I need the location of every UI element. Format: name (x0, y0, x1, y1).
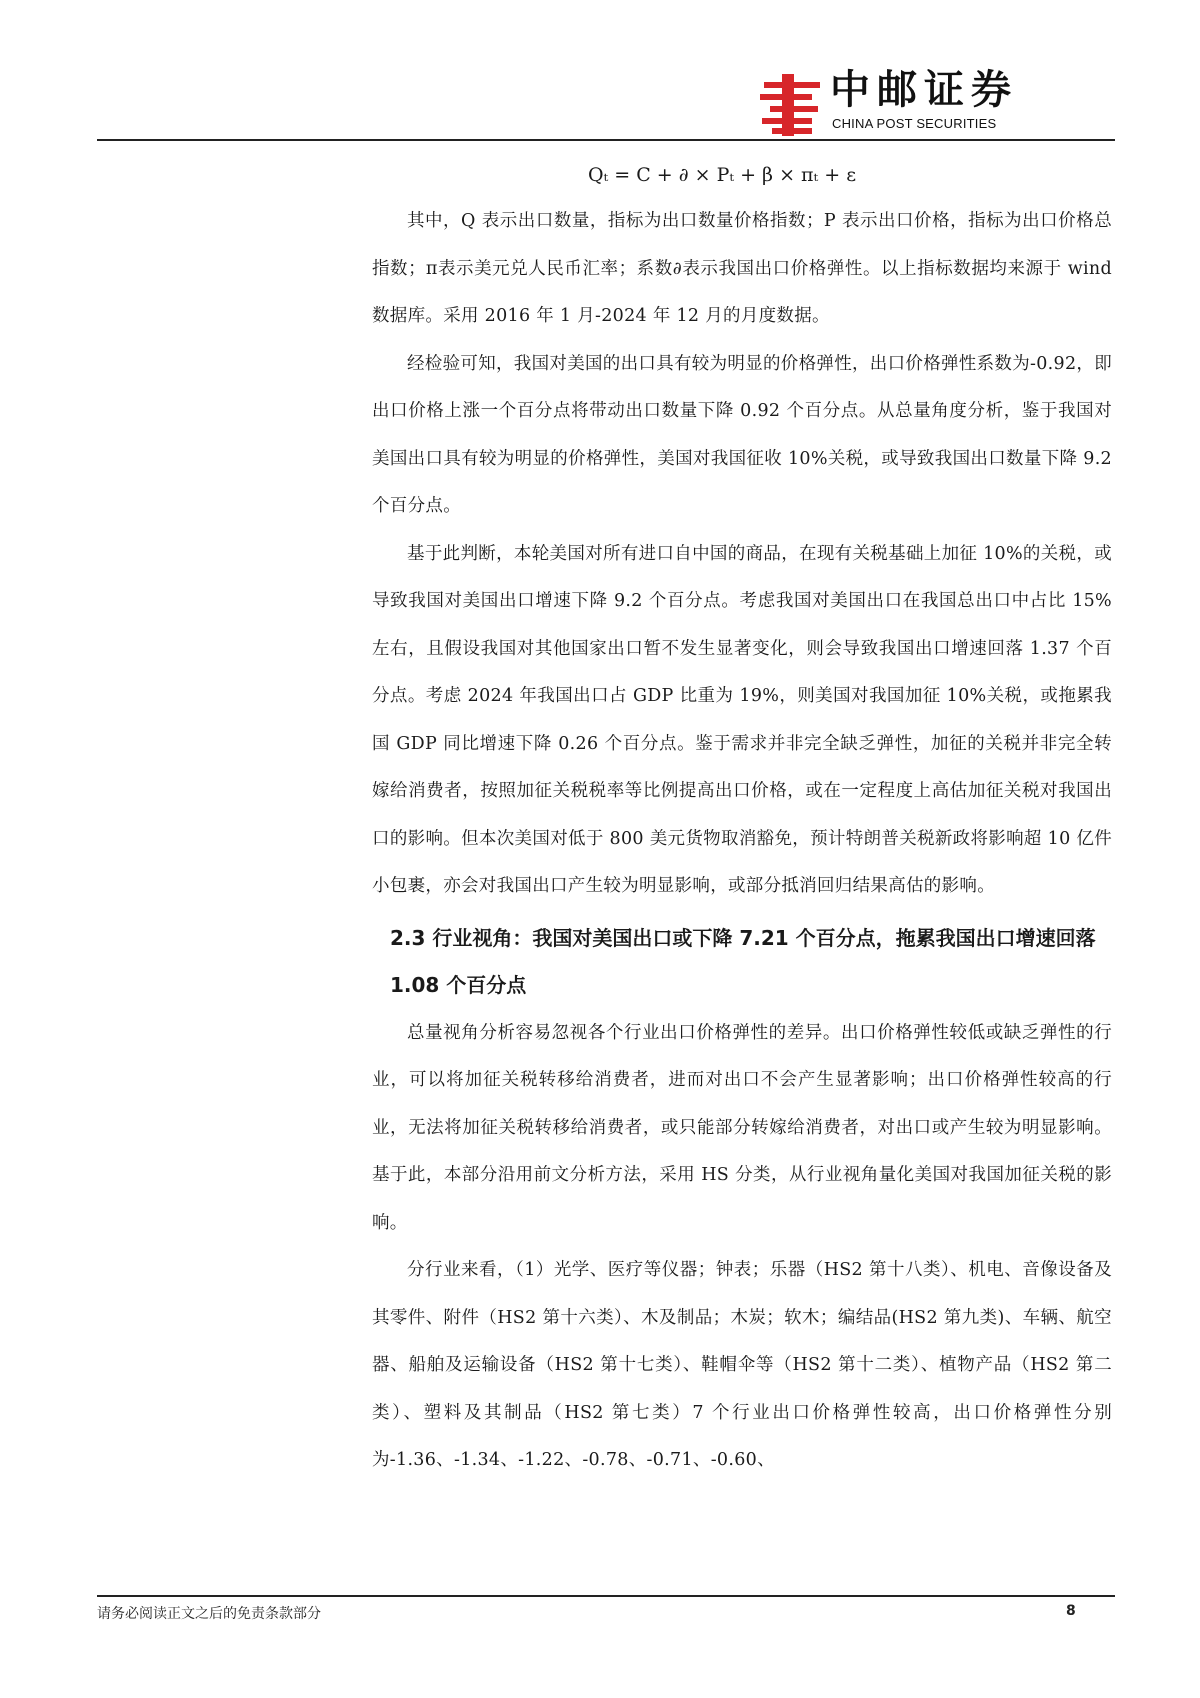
paragraph-elasticity-result: 经检验可知，我国对美国的出口具有较为明显的价格弹性，出口价格弹性系数为-0.92，即出口价格上涨一个百分点将带动出口数量下降 0.92 个百分点。从总量角度分析，鉴于我国对美国出口具有较为明显的价格弹性，美国对我国征收 10%关税，或导致我国出口数量下降 9.2 个百分点。 (372, 353, 1112, 516)
paragraph-variable-definitions: 其中，Q 表示出口数量，指标为出口数量价格指数；P 表示出口价格，指标为出口价格总指数；π表示美元兑人民币汇率；系数∂表示我国出口价格弹性。以上指标数据均来源于 wind 数据库。采用 2016 年 1 月-2024 年 12 月的月度数据。 (372, 211, 1112, 326)
brand-name-english: CHINA POST SECURITIES (832, 116, 997, 131)
brand-name-chinese: 中邮证券 (830, 67, 1018, 113)
document-body (372, 150, 1112, 1485)
regression-formula: Qₜ = C + ∂ × Pₜ + β × πₜ + ε (587, 164, 857, 186)
page-number: 8 (1066, 1603, 1076, 1619)
paragraph-industry-perspective: 总量视角分析容易忽视各个行业出口价格弹性的差异。出口价格弹性较低或缺乏弹性的行业，可以将加征关税转移给消费者，进而对出口不会产生显著影响；出口价格弹性较高的行业，无法将加征关税转移给消费者，或只能部分转嫁给消费者，对出口或产生较为明显影响。基于此，本部分沿用前文分析方法，采用 HS 分类，从行业视角量化美国对我国加征关税的影响。 (372, 1022, 1112, 1233)
section-heading-2-3: 2.3 行业视角：我国对美国出口或下降 7.21 个百分点，拖累我国出口增速回落 1.08 个百分点 (390, 925, 1096, 997)
header-divider (97, 139, 1115, 141)
footer-disclaimer: 请务必阅读正文之后的免责条款部分 (97, 1606, 321, 1622)
paragraph-industry-breakdown: 分行业来看，（1）光学、医疗等仪器；钟表；乐器（HS2 第十八类）、机电、音像设备及其零件、附件（HS2 第十六类）、木及制品；木炭；软木；编结品(HS2 第九类)、车辆、航空器、船舶及运输设备（HS2 第十七类）、鞋帽伞等（HS2 第十二类）、植物产品（HS2 第二类）、塑料及其制品（HS2 第七类）7 个行业出口价格弹性较高，出口价格弹性分别为-1.36、-1.34、-1.22、-0.78、-0.71、-0.60、 (372, 1260, 1112, 1470)
china-post-logo-icon (760, 72, 822, 138)
paragraph-tariff-impact: 基于此判断，本轮美国对所有进口自中国的商品，在现有关税基础上加征 10%的关税，或导致我国对美国出口增速下降 9.2 个百分点。考虑我国对美国出口在我国总出口中占比 15%左右，且假设我国对其他国家出口暂不发生显著变化，则会导致我国出口增速回落 1.37 个百分点。考虑 2024 年我国出口占 GDP 比重为 19%，则美国对我国加征 10%关税，或拖累我国 GDP 同比增速下降 0.26 个百分点。鉴于需求并非完全缺乏弹性，加征的关税并非完全转嫁给消费者，按照加征关税税率等比例提高出口价格，或在一定程度上高估加征关税对我国出口的影响。但本次美国对低于 800 美元货物取消豁免，预计特朗普关税新政将影响超 10 亿件小包裹，亦会对我国出口产生较为明显影响，或部分抵消回归结果高估的影响。 (372, 543, 1112, 896)
footer-divider (97, 1595, 1115, 1597)
